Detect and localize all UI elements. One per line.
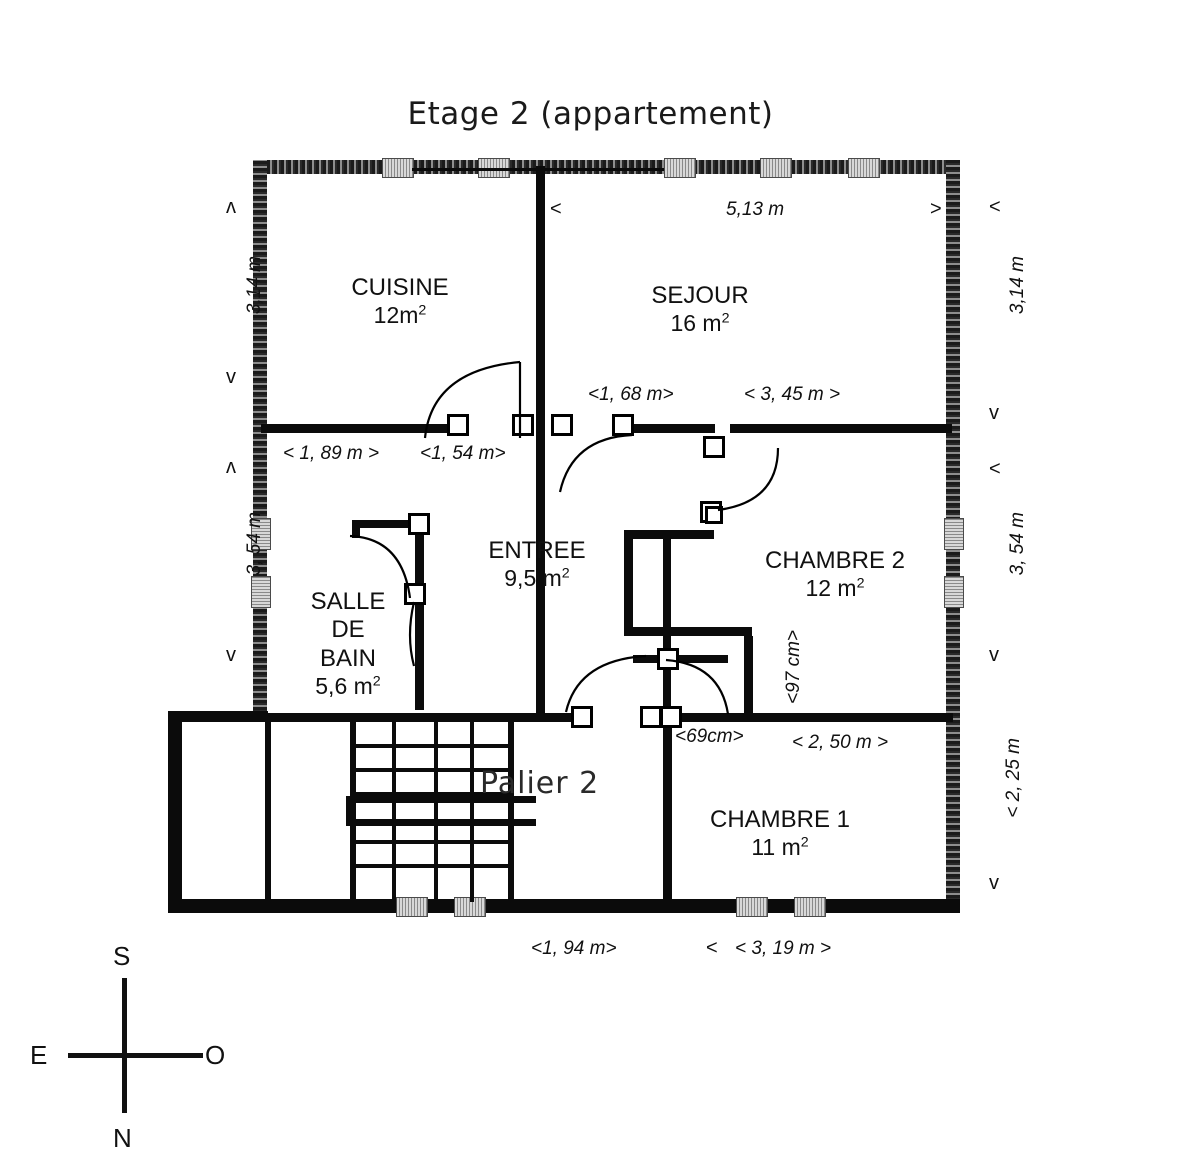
- dim-right-lower: < 2, 25 m: [1003, 738, 1024, 818]
- stair-riser-vertical-1: [392, 722, 396, 902]
- wall-chambre2-bottom: [624, 627, 752, 636]
- room-name-sejour: SEJOUR: [651, 282, 749, 309]
- stair-landing-rail-left: [346, 796, 352, 826]
- dim-span-2-50: < 2, 50 m >: [792, 732, 889, 753]
- mark-bottom-left: <: [706, 937, 718, 959]
- dim-right-mid: 3, 54 m: [1007, 512, 1028, 576]
- compass-label-north: N: [113, 1123, 132, 1153]
- room-label-salledebain: [258, 588, 438, 700]
- wall-left-lower: [168, 711, 182, 913]
- room-label-palier: Palier 2: [480, 766, 600, 801]
- compass-label-east: E: [30, 1040, 48, 1070]
- room-name-cuisine: CUISINE: [351, 274, 449, 301]
- room-area-sejour: 16 $m^2$: [670, 310, 730, 337]
- window-bottom-3: [736, 897, 768, 917]
- door-arc-entree-upper: [552, 430, 642, 500]
- room-label-chambre2: [735, 547, 935, 602]
- dim-bottom-3-19: < 3, 19 m >: [735, 938, 832, 959]
- room-label-entree: [437, 537, 637, 592]
- mark-left-down-2: v: [226, 644, 236, 666]
- mark-right-up-1: <: [989, 196, 1001, 218]
- room-name-chambre2: CHAMBRE 2: [764, 547, 906, 574]
- wall-interior-horizontal-upper-3: [730, 424, 952, 433]
- mark-left-up-1: ʌ: [226, 196, 236, 218]
- window-top-5: [848, 158, 880, 178]
- room-area-chambre1: 11 $m^2$: [751, 834, 809, 861]
- wall-chambre2-right: [744, 636, 753, 721]
- dim-door-1-68: <1, 68 m>: [588, 384, 674, 405]
- mark-right-up-2: <: [989, 458, 1001, 480]
- mark-right-down-1: v: [989, 402, 999, 424]
- window-right-1: [944, 518, 964, 550]
- door-arc-cuisine: [420, 350, 540, 440]
- dim-left-upper: 3,14 m: [244, 256, 265, 315]
- dim-door-69cm: <69cm>: [675, 726, 744, 747]
- wall-stair-top: [168, 711, 268, 722]
- stair-step-5: [350, 864, 514, 868]
- window-bottom-1: [396, 897, 428, 917]
- room-area-entree: 9,5 $m^2$: [504, 565, 570, 592]
- window-top-1: [382, 158, 414, 178]
- page-title: Etage 2 (appartement): [407, 96, 774, 132]
- compass-label-west: O: [205, 1040, 226, 1070]
- room-area-bain: 5,6 $m^2$: [315, 672, 381, 699]
- mark-right-down-2: v: [989, 644, 999, 666]
- dim-left-lower: 3, 54 m: [244, 512, 265, 576]
- stair-wall-right: [508, 722, 514, 902]
- room-name-chambre1: CHAMBRE 1: [709, 806, 851, 833]
- door-arc-entree-lower: [556, 650, 666, 720]
- room-label-chambre1: [680, 806, 880, 861]
- compass-horizontal-line: [68, 1053, 203, 1058]
- mark-left-up-2: ʌ: [226, 456, 236, 478]
- window-bottom-4: [794, 897, 826, 917]
- dim-door-1-54: <1, 54 m>: [420, 443, 506, 464]
- window-right-2: [944, 576, 964, 608]
- stair-wall-left: [265, 722, 271, 902]
- wall-chambre1-left: [663, 713, 672, 903]
- room-label-sejour: [600, 282, 800, 337]
- window-top-3: [664, 158, 696, 178]
- room-area-cuisine: $12m^2$: [373, 302, 427, 329]
- stair-step-4: [350, 840, 514, 844]
- door-arc-chambre2-lower: [664, 650, 744, 720]
- wall-entree-bottom: [261, 713, 591, 722]
- dim-bottom-1-94: <1, 94 m>: [531, 938, 617, 959]
- room-name-bain: BAIN: [319, 644, 376, 672]
- window-top-4: [760, 158, 792, 178]
- wall-interior-vertical-entree: [536, 166, 545, 721]
- dim-right-upper: 3,14 m: [1007, 256, 1028, 315]
- room-name-de: DE: [331, 616, 365, 644]
- wall-bottom: [168, 899, 960, 913]
- room-label-cuisine: [300, 274, 500, 329]
- dim-span-3-45: < 3, 45 m >: [744, 384, 841, 405]
- compass-vertical-line: [122, 978, 127, 1113]
- room-area-chambre2: 12 $m^2$: [805, 575, 865, 602]
- room-name-salle: SALLE: [310, 588, 386, 615]
- stair-step-1: [350, 744, 514, 748]
- stair-landing-rail-2: [346, 819, 536, 826]
- mark-left-down-1: v: [226, 366, 236, 388]
- mark-right-down-3: v: [989, 872, 999, 894]
- compass-label-south: S: [113, 941, 131, 971]
- stair-riser-vertical-2: [434, 722, 438, 902]
- mark-top-right: >: [930, 198, 942, 220]
- door-arc-sejour: [700, 440, 790, 520]
- dim-door-1-89: < 1, 89 m >: [283, 443, 380, 464]
- dim-door-97cm: <97 cm>: [783, 630, 804, 704]
- stair-riser-vertical-3: [470, 722, 474, 902]
- dim-top-right: 5,13 m: [726, 199, 785, 220]
- mark-top-left: <: [550, 198, 562, 220]
- room-name-entree: ENTREE: [488, 537, 586, 564]
